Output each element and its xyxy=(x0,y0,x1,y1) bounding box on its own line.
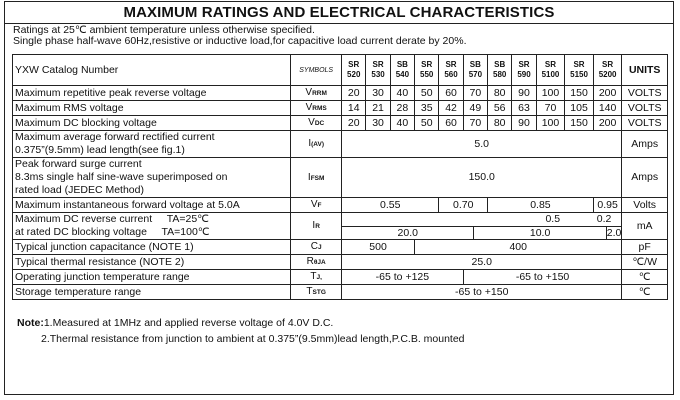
param-label: Typical thermal resistance (NOTE 2) xyxy=(13,255,291,270)
datasheet-frame xyxy=(4,1,674,395)
part-header: SR 560 xyxy=(439,55,463,86)
unit-cell: ℃ xyxy=(622,270,668,285)
notes-section xyxy=(17,315,465,347)
part-header: SR 5150 xyxy=(565,55,594,86)
param-symbol: TSTG xyxy=(291,285,342,300)
param-label: Typical junction capacitance (NOTE 1) xyxy=(13,240,291,255)
table-row xyxy=(13,240,668,255)
value-cell: 60 xyxy=(439,116,463,131)
catalog-header: YXW Catalog Number xyxy=(13,55,291,86)
table-row xyxy=(13,198,668,213)
param-symbol: IR xyxy=(291,213,342,240)
ir-100-value: 20.0 xyxy=(342,227,474,239)
param-label: Maximum average forward rectified current 0.375”(9.5mm) lead length(see fig.1) xyxy=(13,131,291,158)
unit-cell: Volts xyxy=(622,198,668,213)
value-cell: 0.55 xyxy=(342,198,439,213)
value-cell: 200 xyxy=(593,86,622,101)
value-cell: 35 xyxy=(415,101,439,116)
unit-cell: Amps xyxy=(622,131,668,158)
ir-100-value: 10.0 xyxy=(474,227,606,239)
value-cell: 40 xyxy=(390,116,414,131)
value-cell: -65 to +150 xyxy=(463,270,622,285)
ratings-line: Single phase half-wave 60Hz,resistive or inductive load,for capacitive load current derate by 20%. xyxy=(13,35,467,47)
param-symbol: I(AV) xyxy=(291,131,342,158)
param-label: Peak forward surge current 8.3ms single half sine-wave superimposed on rated load (JEDEC Method) xyxy=(13,158,291,198)
value-cell: 50 xyxy=(415,86,439,101)
value-cell: 150.0 xyxy=(342,158,622,198)
value-cell: 42 xyxy=(439,101,463,116)
param-symbol: IFSM xyxy=(291,158,342,198)
unit-cell: ℃/W xyxy=(622,255,668,270)
part-header: SR 590 xyxy=(512,55,536,86)
param-label: Storage temperature range xyxy=(13,285,291,300)
ratings-note xyxy=(13,25,467,47)
value-cell: 63 xyxy=(512,101,536,116)
value-cell: 14 xyxy=(342,101,366,116)
ir-25-value-high: 0.2 xyxy=(596,213,612,225)
value-cell: 80 xyxy=(488,116,512,131)
value-cell: 20 xyxy=(342,116,366,131)
value-cell: 30 xyxy=(366,116,390,131)
value-cell: 70 xyxy=(463,116,487,131)
param-symbol: VRRM xyxy=(291,86,342,101)
param-label: Maximum repetitive peak reverse voltage xyxy=(13,86,291,101)
value-cell: 0.85 xyxy=(488,198,594,213)
value-cell: 50 xyxy=(415,116,439,131)
value-cell: 49 xyxy=(463,101,487,116)
param-label: Maximum RMS voltage xyxy=(13,101,291,116)
ratings-line: Ratings at 25℃ ambient temperature unless otherwise specified. xyxy=(13,24,315,36)
value-cell: 70 xyxy=(463,86,487,101)
part-header: SR 5200 xyxy=(593,55,622,86)
ir-100-value: 2.0 xyxy=(606,227,622,239)
unit-cell: ℃ xyxy=(622,285,668,300)
part-header: SR 5100 xyxy=(536,55,565,86)
ir-25-value: 0.5 xyxy=(545,213,561,225)
value-cell: 105 xyxy=(565,101,594,116)
param-label: Operating junction temperature range xyxy=(13,270,291,285)
part-header: SB 580 xyxy=(488,55,512,86)
symbols-header: SYMBOLS xyxy=(291,55,342,86)
table-row xyxy=(13,255,668,270)
value-cell: 90 xyxy=(512,116,536,131)
part-header: SB 570 xyxy=(463,55,487,86)
value-cell: -65 to +150 xyxy=(342,285,622,300)
unit-cell: VOLTS xyxy=(622,101,668,116)
table-header-row xyxy=(13,55,668,86)
value-cell: 150 xyxy=(565,86,594,101)
part-header: SR 520 xyxy=(342,55,366,86)
value-cell: 90 xyxy=(512,86,536,101)
value-cell: 500 xyxy=(342,240,415,255)
value-cell: 100 xyxy=(536,116,565,131)
page-title: MAXIMUM RATINGS AND ELECTRICAL CHARACTERISTICS xyxy=(5,2,673,24)
value-cell: 200 xyxy=(593,116,622,131)
param-symbol: RθJA xyxy=(291,255,342,270)
part-header: SR 530 xyxy=(366,55,390,86)
param-symbol: TJ, xyxy=(291,270,342,285)
unit-cell: VOLTS xyxy=(622,116,668,131)
value-cell: 21 xyxy=(366,101,390,116)
value-cell: -65 to +125 xyxy=(342,270,464,285)
param-symbol: VDC xyxy=(291,116,342,131)
value-cell: 20 xyxy=(342,86,366,101)
value-cell: 56 xyxy=(488,101,512,116)
param-label: Maximum instantaneous forward voltage at 5.0A xyxy=(13,198,291,213)
value-cell: 30 xyxy=(366,86,390,101)
param-label: Maximum DC reverse current TA=25℃ at rated DC blocking voltage TA=100℃ xyxy=(13,213,291,240)
value-cell: 400 xyxy=(415,240,622,255)
value-cell: 0.95 xyxy=(593,198,622,213)
table-row xyxy=(13,285,668,300)
table-row xyxy=(13,131,668,158)
param-symbol: VF xyxy=(291,198,342,213)
value-cell: 80 xyxy=(488,86,512,101)
unit-cell: Amps xyxy=(622,158,668,198)
value-cell: 70 xyxy=(536,101,565,116)
part-header: SR 550 xyxy=(415,55,439,86)
table-row xyxy=(13,116,668,131)
ratings-table xyxy=(12,54,668,300)
param-label: Maximum DC blocking voltage xyxy=(13,116,291,131)
unit-cell: VOLTS xyxy=(622,86,668,101)
table-row xyxy=(13,101,668,116)
value-cell: 150 xyxy=(565,116,594,131)
table-row xyxy=(13,158,668,198)
value-cell: 25.0 xyxy=(342,255,622,270)
note-1: Note:1.Measured at 1MHz and applied reverse voltage of 4.0V D.C. xyxy=(17,317,334,329)
value-cell: 0.70 xyxy=(439,198,488,213)
value-cell: 40 xyxy=(390,86,414,101)
value-cell: 140 xyxy=(593,101,622,116)
unit-cell: mA xyxy=(622,213,668,240)
value-cell: 28 xyxy=(390,101,414,116)
units-header: UNITS xyxy=(622,55,668,86)
part-header: SB 540 xyxy=(390,55,414,86)
table-row xyxy=(13,86,668,101)
table-row xyxy=(13,213,668,240)
param-symbol: CJ xyxy=(291,240,342,255)
value-cell: 60 xyxy=(439,86,463,101)
note-2: 2.Thermal resistance from junction to ambient at 0.375”(9.5mm)lead length,P.C.B. mounted xyxy=(41,333,465,345)
value-cell xyxy=(342,213,622,240)
value-cell: 5.0 xyxy=(342,131,622,158)
value-cell: 100 xyxy=(536,86,565,101)
unit-cell: pF xyxy=(622,240,668,255)
table-row xyxy=(13,270,668,285)
param-symbol: VRMS xyxy=(291,101,342,116)
